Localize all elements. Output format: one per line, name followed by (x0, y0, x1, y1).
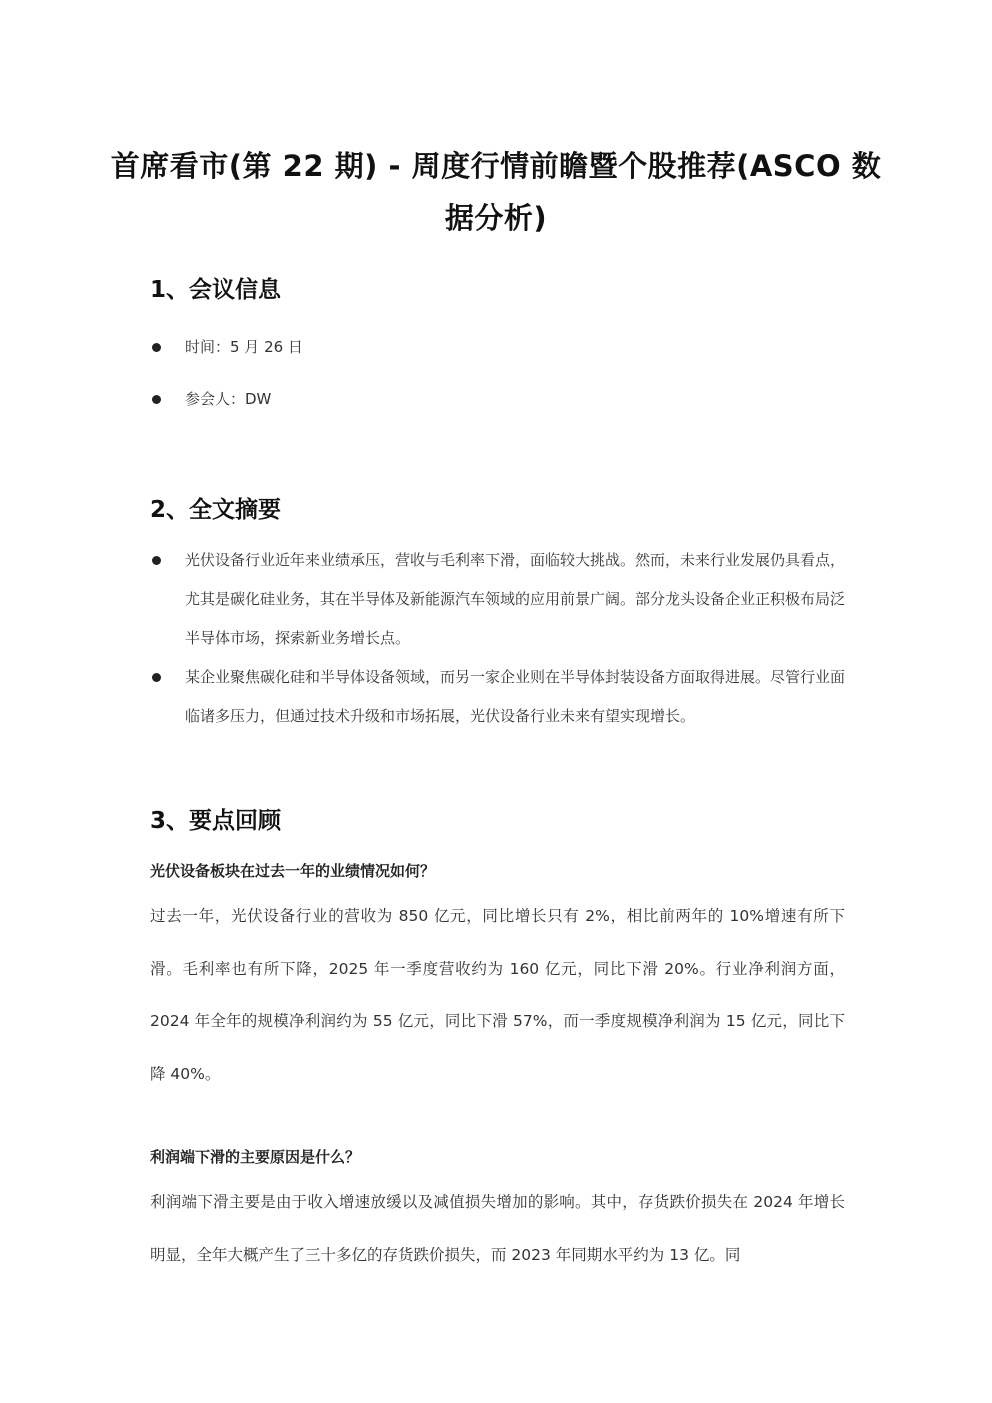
meeting-attendee-text: 参会人：DW (185, 390, 272, 408)
document-title: 首席看市(第 22 期) - 周度行情前瞻暨个股推荐(ASCO 数据分析) (110, 149, 882, 235)
answer-1: 过去一年，光伏设备行业的营收为 850 亿元，同比增长只有 2%，相比前两年的 10%增速有所下滑。毛利率也有所下降，2025 年一季度营收约为 160 亿元，同比下滑 20%。行业净利润方面，2024 年全年的规模净利润约为 55 亿元，同比下滑 57%，而一季度规模净利润为 15 亿元，同比下降 40%。 (150, 907, 845, 1083)
section-1-heading: 1、会议信息 (150, 277, 282, 303)
summary-item-1 (150, 541, 850, 661)
bullet-dot (152, 343, 161, 352)
answer-2: 利润端下滑主要是由于收入增速放缓以及减值损失增加的影响。其中，存货跌价损失在 2024 年增长明显，全年大概产生了三十多亿的存货跌价损失，而 2023 年同期水平约为 13 亿。同 (150, 1193, 845, 1264)
question-1: 光伏设备板块在过去一年的业绩情况如何？ (150, 862, 436, 880)
summary-text-1: 光伏设备行业近年来业绩承压，营收与毛利率下滑，面临较大挑战。然而，未来行业发展仍具看点，尤其是碳化硅业务，其在半导体及新能源汽车领域的应用前景广阔。部分龙头设备企业正积极布局泛半导体市场，探索新业务增长点。 (185, 551, 846, 647)
section-3-heading: 3、要点回顾 (150, 808, 282, 834)
summary-text-2: 某企业聚焦碳化硅和半导体设备领域，而另一家企业则在半导体封装设备方面取得进展。尽管行业面临诸多压力，但通过技术升级和市场拓展，光伏设备行业未来有望实现增长。 (185, 668, 846, 725)
summary-item-2 (150, 658, 850, 738)
bullet-dot (152, 395, 161, 404)
bullet-dot (152, 556, 161, 565)
meeting-time-text: 时间：5 月 26 日 (185, 338, 303, 356)
meeting-attendee-item (150, 380, 850, 420)
bullet-dot (152, 673, 161, 682)
section-2-heading: 2、全文摘要 (150, 497, 282, 523)
question-2: 利润端下滑的主要原因是什么？ (150, 1148, 361, 1166)
meeting-time-item (150, 328, 850, 368)
